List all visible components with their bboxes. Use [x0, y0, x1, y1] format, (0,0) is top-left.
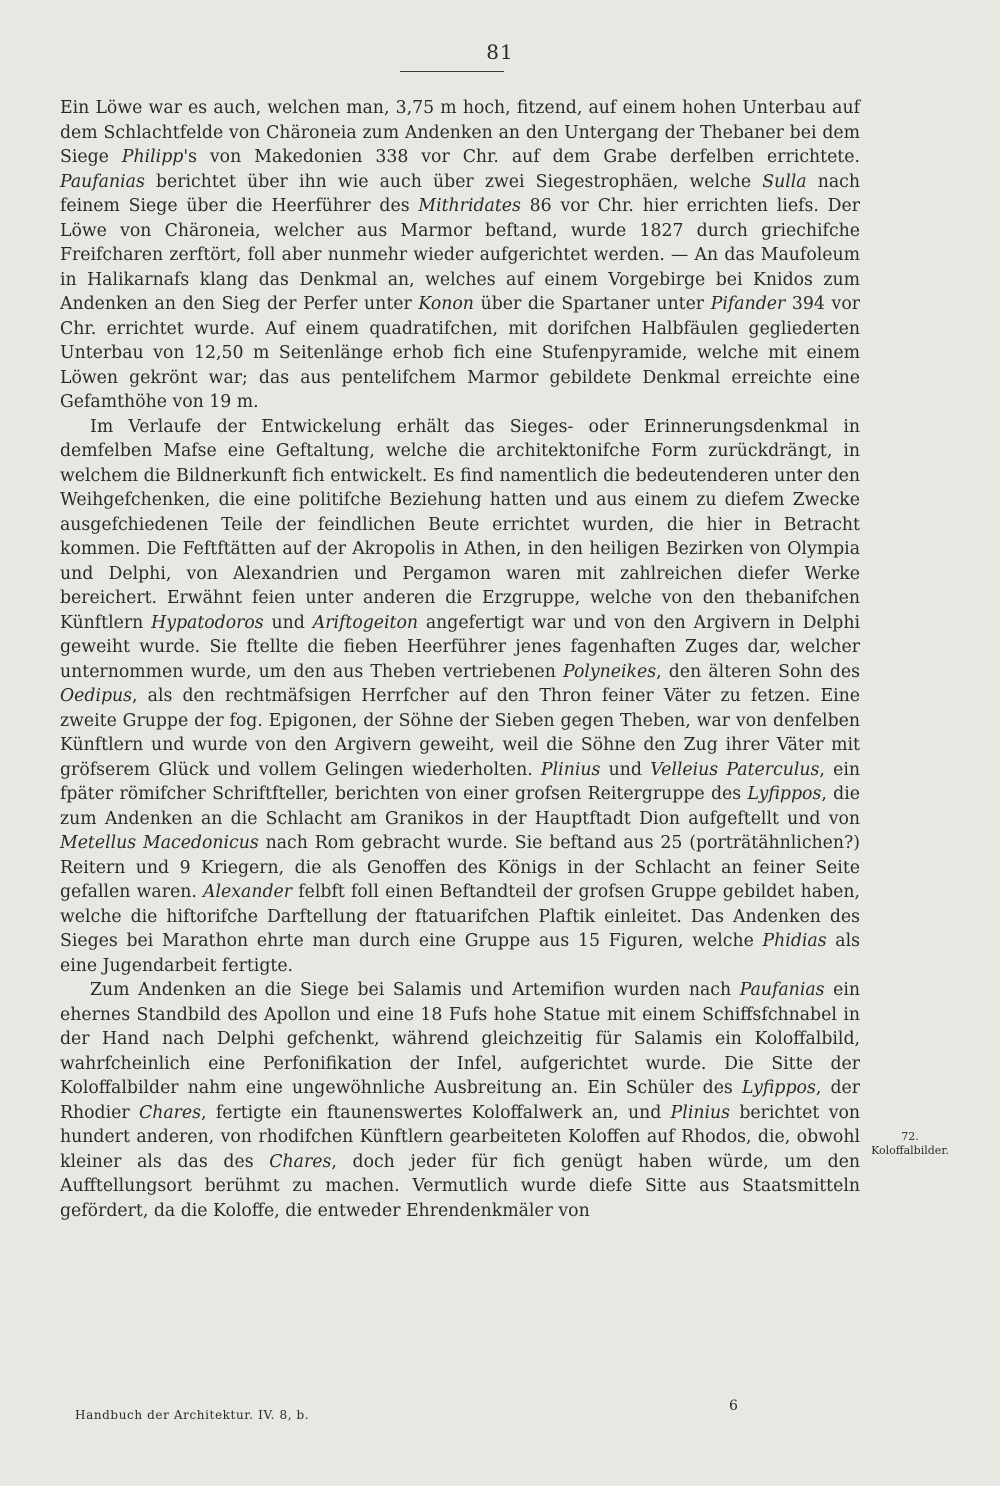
text-run: 394 vor Chr. errichtet wurde. Auf einem quadratifchen, mit dorifchen Halbfäulen gegliederten Unterbau von 12,50 m Seitenlänge erhob fich eine Stufenpyramide, welche mit einem Löwen gekrönt war; das aus pentelifchem Marmor gebildete Denkmal erreichte eine Gefamthöhe von 19 m.: [60, 294, 860, 412]
text-run: und: [600, 759, 651, 780]
text-run: ein ehernes Standbild des Apollon und eine 18 Fufs hohe Statue mit einem Schiffsfchnabel in der Hand nach Delphi gefchenkt, während gleichzeitig für Salamis ein Koloffalbild, wahrfcheinlich eine Perfonifikation der Infel, aufgerichtet wurde. Die Sitte der Koloffalbilder nahm eine ungewöhnliche Ausbreitung an. Ein Schüler des: [60, 980, 860, 1098]
paragraph-1: [60, 96, 860, 415]
text-run: felbft foll einen Beftandteil der grofsen Gruppe gebildet haben, welche die hiftorifche Darftellung der ftatuarifchen Plaftik einleitet. Das Andenken des Sieges bei Marathon ehrte man durch eine Gruppe aus 15 Figuren, welche: [60, 882, 861, 951]
text-run: berichtet über ihn wie auch über zwei Siegestrophäen, welche: [144, 171, 763, 192]
paragraph-2: [60, 415, 860, 979]
text-run: über die Spartaner unter: [473, 294, 711, 314]
text-run: berichtet von hundert anderen, von rhodifchen Künftlern gearbeiteten Koloffen auf Rhodos, die, obwohl kleiner als das des: [60, 1102, 860, 1172]
text-run: 's von Makedonien 338 vor Chr. auf dem Grabe derfelben errichtete.: [183, 147, 860, 167]
body-text: [60, 96, 860, 1223]
text-run: , doch jeder für fich genügt haben würde, um den Aufftellungsort berühmt zu machen. Vermutlich wurde diefe Sitte aus Staatsmitteln gefördert, da die Koloffe, die entweder Ehrendenkmäler von: [60, 1151, 861, 1221]
text-run: nach feinem Siege über die Heerführer des: [60, 171, 860, 216]
italic-name: Philipp: [121, 147, 184, 167]
italic-name: Lyfippos: [747, 784, 822, 804]
italic-name: Paufanias: [60, 171, 145, 192]
italic-name: Metellus Macedonicus: [60, 833, 259, 853]
text-run: , fertigte ein ftaunenswertes Koloffalwerk an, und: [200, 1102, 671, 1123]
italic-name: Pifander: [710, 294, 786, 314]
text-run: , ein fpäter römifcher Schriftfteller, berichten von einer grofsen Reitergruppe des: [60, 759, 860, 804]
italic-name: Alexander: [203, 882, 293, 902]
text-run: , als den rechtmäfsigen Herrfcher auf den Thron feiner Väter zu fetzen. Eine zweite Gruppe der fog. Epigonen, der Söhne der Sieben gegen Theben, war von denfelben Künftlern und wurde von den Argivern geweiht, weil die Söhne den Zug ihrer Väter mit gröfserem Glück und vollem Gelingen wiederholten.: [60, 686, 860, 780]
italic-name: Chares: [138, 1102, 201, 1123]
italic-name: Phidias: [762, 931, 827, 951]
italic-name: Paufanias: [739, 980, 825, 1000]
italic-name: Oedipus: [60, 686, 133, 706]
text-run: als eine Jugendarbeit fertigte.: [60, 931, 860, 976]
margin-note-label: Koloffalbilder.: [871, 1144, 949, 1157]
paragraph-3: [60, 978, 860, 1223]
italic-name: Konon: [418, 294, 474, 314]
text-run: Ein Löwe war es auch, welchen man, 3,75 m hoch, fitzend, auf einem hohen Unterbau auf dem Schlachtfelde von Chäroneia zum Andenken an den Untergang der Thebaner bei dem Siege: [60, 98, 860, 167]
italic-name: Polyneikes: [563, 661, 657, 682]
italic-name: Plinius: [541, 759, 601, 780]
margin-note-number: 72.: [901, 1130, 919, 1143]
text-run: 86 vor Chr. hier errichten liefs. Der Löwe von Chäroneia, welcher aus Marmor beftand, wurde 1827 durch griechifche Freifcharen zerftört, foll aber nunmehr wieder aufgerichtet werden. — An das Maufoleum in Halikarnafs klang das Denkmal an, welches auf einem Vorgebirge bei Knidos zum Andenken an den Sieg der Perfer unter: [60, 196, 860, 314]
italic-name: Mithridates: [418, 196, 521, 216]
text-run: , den älteren Sohn des: [656, 661, 860, 682]
footer-book-title: Handbuch der Architektur. IV. 8, b.: [75, 1408, 310, 1422]
italic-name: Ariftogeiton: [312, 612, 419, 633]
italic-name: Sulla: [762, 171, 807, 192]
header-rule: [400, 71, 504, 72]
text-run: , die zum Andenken an die Schlacht am Granikos in der Hauptftadt Dion aufgeftellt und von: [60, 784, 860, 829]
text-run: Im Verlaufe der Entwickelung erhält das Sieges- oder Erinnerungsdenkmal in demfelben Mafse eine Geftaltung, welche die architektonifche Form zurückdrängt, in welchem die Bildnerkunft fich entwickelt. Es find namentlich die bedeutenderen unter den Weihgefchenken, die eine politifche Beziehung hatten und aus einem zu diefem Zwecke ausgefchiedenen Teile der feindlichen Beute errichtet wurden, die hier in Betracht kommen. Die Feftftätten auf der Akropolis in Athen, in den heiligen Bezirken von Olympia und Delphi, von Alexandrien und Pergamon waren mit zahlreichen diefer Werke bereichert. Erwähnt feien unter anderen die Erzgruppe, welche von den thebanifchen Künftlern: [60, 416, 860, 633]
text-run: Zum Andenken an die Siege bei Salamis und Artemifion wurden nach: [90, 980, 740, 1000]
italic-name: Velleius Paterculus: [650, 759, 820, 780]
italic-name: Hypatodoros: [151, 612, 264, 633]
italic-name: Lyfippos: [741, 1078, 816, 1098]
margin-note: [860, 1130, 960, 1158]
page-number: 81: [486, 40, 514, 64]
text-run: nach Rom gebracht wurde. Sie beftand aus 25 (porträtähnlichen?) Reitern und 9 Kriegern, die als Genoffen des Königs in der Schlacht an feiner Seite gefallen waren.: [60, 833, 861, 902]
text-run: , der Rhodier: [60, 1078, 860, 1123]
text-run: angefertigt war und von den Argivern in Delphi geweiht wurde. Sie ftellte die fieben Heerführer jenes fagenhaften Zuges dar, welcher unternommen wurde, um den aus Theben vertriebenen: [60, 612, 860, 682]
italic-name: Chares: [269, 1151, 332, 1172]
italic-name: Plinius: [670, 1102, 731, 1123]
text-run: und: [263, 612, 313, 633]
footer-signature-mark: 6: [729, 1398, 738, 1414]
